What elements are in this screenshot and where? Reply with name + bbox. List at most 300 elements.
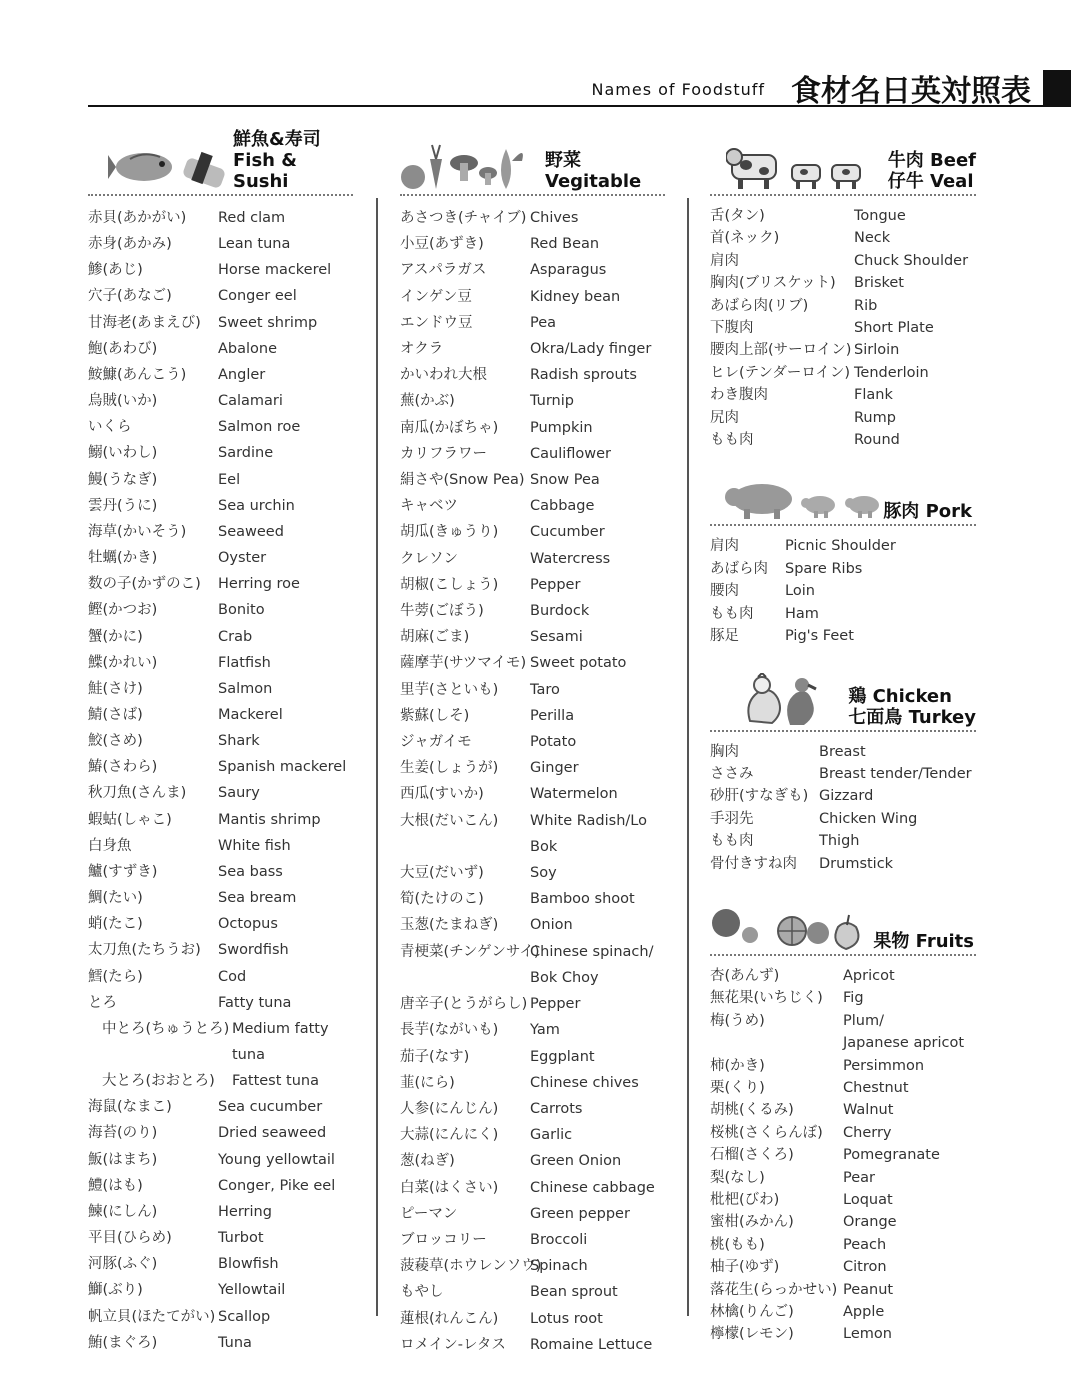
item-name-en: Peach [843,1236,887,1253]
item-name-jp: クレソン [400,550,458,567]
page-title-en: Names of Foodstuff [591,80,765,99]
item-name-en: Romaine Lettuce [530,1336,653,1353]
list-item [88,257,353,283]
item-name-en: Spanish mackerel [218,759,347,776]
item-name-jp: 中とろ(ちゅうとろ) [102,1020,230,1037]
item-name-jp: 茄子(なす) [400,1048,470,1065]
item-name-jp: 首(ネック) [710,230,780,247]
list-item [710,987,976,1009]
item-name-en: Thigh [819,833,860,850]
list-item [88,336,353,362]
item-name-en: Salmon [218,680,273,697]
item-name-en: Flank [854,387,893,404]
item-name-jp: 腰肉 [710,583,739,600]
item-name-jp: 鱧(はも) [88,1177,143,1194]
item-name-en: Oyster [218,550,267,567]
item-name-jp: 赤貝(あかがい) [88,210,187,226]
item-name-en: Fattest tuna [232,1073,319,1090]
list-item [400,388,665,414]
item-name-jp: 肩肉 [710,252,739,269]
item-name-jp: 赤身(あかみ) [88,236,172,253]
fish-title-en: Fish & Sushi [233,150,297,192]
item-name-jp: 胸肉 [710,743,739,760]
list-item [88,362,353,388]
list-item [710,250,976,272]
item-name-jp: 西瓜(すいか) [400,786,484,803]
fish-column [88,129,353,1356]
item-name-en: Chinese cabbage [530,1179,655,1196]
item-name-jp: 梅(うめ) [710,1012,765,1029]
list-item [88,728,353,754]
item-name-en: Eel [218,471,241,488]
item-name-jp: 鰊(にしん) [88,1203,158,1220]
list-item [88,597,353,623]
item-name-jp: 鰹(かつお) [88,602,158,619]
item-name-jp: 絹さや(Snow Pea) [400,472,525,489]
list-item [88,1120,353,1146]
page-header [88,62,1071,109]
item-name-en: Sea urchin [218,497,295,514]
list-item [88,1199,353,1225]
list-item [400,781,665,807]
item-name-en: Soy [530,865,557,882]
list-item [710,1077,976,1099]
list-item [710,339,976,361]
item-name-jp: 鮪(まぐろ) [88,1334,158,1351]
item-name-en: Gizzard [819,788,874,805]
item-name-en: Pepper [530,996,581,1013]
item-name-en: Watercress [530,550,611,567]
list-item [400,415,665,441]
list-item [710,785,976,807]
header-block-marker [1043,70,1071,106]
item-name-en: Breast tender/Tender [819,765,972,782]
item-name-en: Orange [843,1214,897,1231]
item-name-jp: 河豚(ふぐ) [88,1256,158,1273]
vegetable-list [400,205,665,1358]
item-name-jp: 人参(にんじん) [400,1100,499,1117]
item-name-jp: 唐辛子(とうがらし) [400,996,528,1013]
item-name-en: Salmon roe [218,419,301,436]
item-name-en: Conger, Pike eel [218,1177,336,1194]
list-item [88,467,353,493]
list-item [400,912,665,938]
item-name-en: Walnut [843,1102,894,1119]
item-name-en: Fig [843,990,864,1007]
item-name-jp: 甘海老(あまえび) [88,314,201,331]
list-item [400,703,665,729]
item-name-en: Lotus root [530,1310,603,1327]
list-item [400,886,665,912]
item-name-en: Swordfish [218,942,289,959]
column-divider [376,198,378,1316]
list-item [88,1251,353,1277]
item-name-en: Pumpkin [530,419,593,436]
list-item [88,937,353,963]
item-name-en: Brisket [854,275,904,292]
item-name-jp: 鰆(さわら) [88,759,158,776]
list-item [88,310,353,336]
item-name-jp: ヒレ(テンダーロイン) [710,364,851,381]
list-item [88,440,353,466]
list-item [710,1010,976,1055]
item-name-en: Garlic [530,1127,573,1144]
header-rule [88,105,1071,107]
item-name-en: Chicken Wing [819,810,918,827]
item-name-jp: 蓮根(れんこん) [400,1310,499,1327]
list-item [400,1148,665,1174]
item-name-en: Chives [530,210,579,226]
item-name-en: Yellowtail [218,1282,286,1299]
list-item [88,545,353,571]
list-item [400,755,665,781]
item-name-en: Octopus [218,916,278,933]
list-item [710,1323,976,1345]
item-name-en: Loin [785,583,815,600]
item-name-jp: 鰈(かれい) [88,654,158,671]
item-name-en: Mantis shrimp [218,811,321,828]
chicken-title: 鶏 Chicken [848,685,952,707]
item-name-jp: 小豆(あずき) [400,236,484,253]
list-item [88,702,353,728]
veal-title: 仔牛 Veal [887,171,974,192]
item-name-jp: 梨(なし) [710,1169,765,1186]
list-item [710,808,976,830]
item-name-en: Turnip [530,393,574,410]
list-item [88,676,353,702]
list-item [710,1279,976,1301]
list-item [88,1068,353,1094]
item-name-en: Lemon [843,1326,892,1343]
item-name-jp: 胸肉(ブリスケット) [710,275,836,292]
item-name-en: Burdock [530,603,590,620]
item-name-jp: 雲丹(うに) [88,497,158,514]
item-name-en: Breast [819,743,866,760]
item-name-en: White Radish/Lo Bok [530,812,647,855]
list-item [710,1189,976,1211]
item-name-jp: カリフラワー [400,445,487,462]
item-name-jp: 砂肝(すなぎも) [710,788,809,805]
item-name-en: Pepper [530,576,581,593]
list-item [400,677,665,703]
item-name-en: Chestnut [843,1079,909,1096]
item-name-en: Yam [530,1022,560,1039]
item-name-jp: 長芋(ながいも) [400,1022,499,1039]
item-name-jp: 林檎(りんご) [710,1304,794,1321]
item-name-jp: 筍(たけのこ) [400,891,484,908]
item-name-en: Herring [218,1203,272,1220]
item-name-jp: 骨付きすね肉 [710,855,797,872]
list-item [88,1277,353,1303]
item-name-jp: 里芋(さといも) [400,681,499,698]
pork-list [710,535,976,647]
item-name-en: Okra/Lady finger [530,341,652,358]
item-name-jp: 柿(かき) [710,1057,765,1074]
list-item [710,558,976,580]
item-name-en: Snow Pea [530,472,600,489]
item-name-en: Tenderloin [854,364,929,381]
item-name-en: Drumstick [819,855,894,872]
item-name-jp: インゲン豆 [400,288,472,305]
item-name-jp: 舌(タン) [710,208,765,224]
item-name-jp: 胡麻(ごま) [400,629,470,646]
fish-list [88,205,353,1356]
list-item [400,231,665,257]
item-name-jp: 薩摩芋(サツマイモ) [400,655,527,672]
list-item [88,624,353,650]
cows-icon [726,141,876,191]
item-name-en: Angler [218,366,266,383]
item-name-jp: 鮟鱇(あんこう) [88,366,187,383]
list-item [710,1167,976,1189]
item-name-en: Perilla [530,707,575,724]
item-name-jp: 枇杷(びわ) [710,1192,780,1208]
list-item [710,965,976,987]
item-name-jp: 生姜(しょうが) [400,760,499,777]
item-name-jp: 白菜(はくさい) [400,1179,499,1196]
item-name-en: Flatfish [218,654,271,671]
list-item [710,227,976,249]
item-name-jp: あさつき(チャイブ) [400,210,527,226]
item-name-en: Dried seaweed [218,1125,327,1142]
item-name-jp: 鰻(うなぎ) [88,471,158,488]
item-name-jp: 胡桃(くるみ) [710,1102,794,1119]
item-name-jp: 烏賊(いか) [88,393,158,410]
item-name-en: Cauliflower [530,445,612,462]
list-item [400,1122,665,1148]
item-name-en: Herring roe [218,576,300,593]
item-name-en: Sea bream [218,890,297,907]
item-name-jp: 尻肉 [710,409,739,426]
list-item [400,1332,665,1358]
list-item [710,625,976,647]
item-name-en: Round [854,432,900,449]
list-item [710,535,976,557]
item-name-jp: あばら肉(リブ) [710,297,809,314]
list-item [88,1147,353,1173]
vegetable-title-en: Vegitable [545,171,642,192]
pork-title: 豚肉 Pork [883,501,972,523]
item-name-jp: 桃(もも) [710,1236,765,1253]
list-item [710,580,976,602]
item-name-en: Spare Ribs [785,560,863,577]
item-name-jp: 大とろ(おおとろ) [102,1073,215,1090]
list-item [400,493,665,519]
item-name-en: Onion [530,917,573,934]
item-name-en: Peanut [843,1281,894,1298]
list-item [710,1211,976,1233]
list-item [710,763,976,785]
fruits-title: 果物 Fruits [873,930,974,952]
item-name-jp: 豚足 [710,628,739,645]
item-name-jp: 栗(くり) [710,1079,765,1096]
list-item [88,964,353,990]
item-name-jp: もも肉 [710,432,754,449]
vegetable-column [400,138,665,1358]
list-item [88,205,353,231]
item-name-jp: 海苔(のり) [88,1125,158,1142]
item-name-en: Shark [218,733,260,750]
item-name-en: Pomegranate [843,1147,940,1164]
list-item [400,624,665,650]
list-item [400,1253,665,1279]
item-name-en: Medium fatty tuna [232,1020,329,1063]
item-name-en: Sesami [530,629,583,646]
item-name-jp: 蝦蛄(しゃこ) [88,811,172,828]
item-name-jp: 青梗菜(チンゲンサイ) [400,943,540,960]
item-name-jp: エンドウ豆 [400,314,473,331]
fruits-icon [710,903,876,951]
item-name-en: Red Bean [530,236,600,253]
pork-section-header [710,478,976,526]
list-item [400,336,665,362]
item-name-jp: 石榴(さくろ) [710,1147,794,1164]
item-name-jp: 穴子(あなご) [88,288,172,305]
item-name-en: Sweet potato [530,655,627,672]
list-item [88,911,353,937]
item-name-jp: 海鼠(なまこ) [88,1099,172,1116]
item-name-jp: あばら肉 [710,560,768,577]
list-item [400,1070,665,1096]
list-item [710,317,976,339]
list-item [88,807,353,833]
turkey-title: 七面鳥 Turkey [848,706,976,728]
item-name-jp: 蛸(たこ) [88,916,143,933]
chicken-turkey-icon [742,673,828,727]
item-name-en: Chinese chives [530,1074,639,1091]
item-name-jp: 大蒜(にんにく) [400,1127,499,1144]
item-name-en: Persimmon [843,1057,925,1074]
list-item [400,441,665,467]
vegetable-title-jp: 野菜 [545,150,581,171]
item-name-jp: 鱈(たら) [88,968,143,985]
item-name-en: Plum/ Japanese apricot [843,1012,965,1052]
list-item [710,1234,976,1256]
item-name-jp: 海草(かいそう) [88,523,187,540]
fish-section-header [88,129,353,196]
item-name-jp: 魬(はまち) [88,1151,158,1168]
list-item [710,853,976,875]
item-name-en: Cucumber [530,524,605,541]
item-name-jp: 檸檬(レモン) [710,1326,794,1343]
column-divider [687,198,689,1316]
item-name-en: Potato [530,734,577,751]
item-name-jp: オクラ [400,341,444,358]
item-name-en: Sirloin [854,342,900,359]
item-name-en: Conger eel [218,288,297,305]
item-name-en: Green pepper [530,1205,630,1222]
item-name-jp: 鯖(さば) [88,706,143,723]
list-item [88,388,353,414]
list-item [400,1175,665,1201]
item-name-en: Sea cucumber [218,1099,323,1116]
list-item [400,650,665,676]
item-name-en: Sea bass [218,863,283,880]
list-item [400,519,665,545]
list-item [710,429,976,451]
beef-title: 牛肉 Beef [887,150,976,171]
item-name-jp: 牛蒡(ごぼう) [400,603,484,620]
item-name-en: Horse mackerel [218,262,332,279]
item-name-en: Eggplant [530,1048,595,1065]
list-item [400,729,665,755]
item-name-jp: かいわれ大根 [400,367,487,384]
list-item [400,362,665,388]
item-name-en: Taro [530,681,560,698]
list-item [88,414,353,440]
item-name-jp: 牡蠣(かき) [88,550,158,567]
list-item [710,295,976,317]
item-name-jp: ピーマン [400,1205,458,1222]
item-name-jp: 韮(にら) [400,1074,455,1091]
item-name-en: Sweet shrimp [218,314,318,331]
list-item [88,571,353,597]
item-name-jp: アスパラガス [400,262,487,279]
item-name-jp: 柚子(ゆず) [710,1259,780,1276]
item-name-en: Cod [218,968,247,985]
list-item [400,1017,665,1043]
item-name-en: Loquat [843,1192,893,1208]
list-item [88,650,353,676]
item-name-jp: ブロッコリー [400,1231,487,1248]
list-item [710,1099,976,1121]
item-name-en: Sardine [218,445,274,462]
item-name-en: Calamari [218,393,283,410]
item-name-en: Mackerel [218,706,283,723]
item-name-jp: 秋刀魚(さんま) [88,785,187,802]
list-item [710,741,976,763]
item-name-jp: 玉葱(たまねぎ) [400,917,499,934]
list-item [710,1301,976,1323]
item-name-jp: 菠薐草(ホウレンソウ) [400,1258,542,1275]
list-item [710,205,976,227]
item-name-jp: 桜桃(さくらんぼ) [710,1124,823,1141]
list-item [710,362,976,384]
list-item [710,407,976,429]
list-item [400,860,665,886]
item-name-en: Bamboo shoot [530,891,635,908]
list-item [400,808,665,860]
item-name-jp: 鱸(すずき) [88,863,158,880]
item-name-jp: 平目(ひらめ) [88,1230,172,1247]
list-item [88,1094,353,1120]
item-name-en: Red clam [218,210,286,226]
item-name-en: Apricot [843,967,895,984]
list-item [710,272,976,294]
list-item [400,1201,665,1227]
item-name-jp: ロメイン-レタス [400,1336,506,1353]
list-item [400,572,665,598]
item-name-en: Kidney bean [530,288,621,305]
item-name-jp: ささみ [710,765,754,782]
item-name-jp: いくら [88,419,132,436]
item-name-jp: キャベツ [400,498,458,515]
list-item [88,833,353,859]
item-name-jp: もも肉 [710,833,754,850]
list-item [710,1122,976,1144]
fruits-list [710,965,976,1346]
list-item [400,467,665,493]
item-name-en: Tuna [218,1334,252,1351]
chicken-list [710,741,976,875]
item-name-en: Tongue [854,208,906,224]
item-name-jp: 腰肉上部(サーロイン) [710,342,852,359]
item-name-en: Cabbage [530,498,595,515]
item-name-jp: 鮑(あわび) [88,340,158,357]
fish-sushi-icon [108,145,228,191]
list-item [400,1227,665,1253]
chicken-section-header [710,670,976,732]
